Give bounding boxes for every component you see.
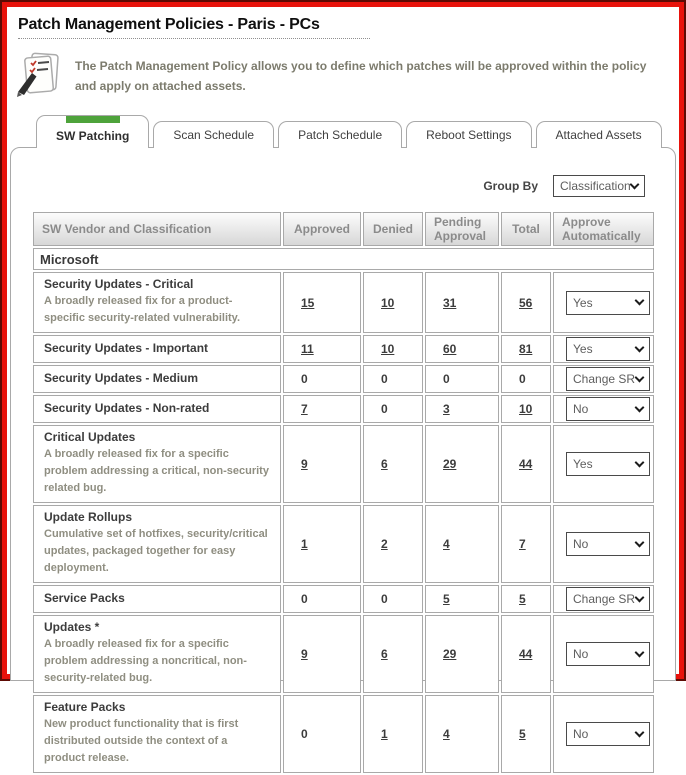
page-title: Patch Management Policies - Paris - PCs <box>18 16 320 33</box>
approve-automatically-cell <box>553 335 654 363</box>
count-value: 0 <box>519 372 526 386</box>
col-sw-vendor-classification: SW Vendor and Classification <box>33 212 281 246</box>
tab-sw-patching[interactable] <box>36 115 149 148</box>
count-link[interactable]: 31 <box>443 295 457 310</box>
select-value: Yes <box>573 342 593 356</box>
chevron-down-icon <box>635 537 645 547</box>
classification-cell <box>33 505 281 583</box>
count-cell <box>501 505 551 583</box>
select-value: Change SR <box>573 592 636 606</box>
count-link[interactable]: 56 <box>519 295 533 310</box>
vendor-group-label: Microsoft <box>33 248 654 270</box>
chevron-down-icon <box>635 647 645 657</box>
select-value: No <box>573 727 589 741</box>
count-cell <box>363 365 423 393</box>
count-cell <box>363 505 423 583</box>
count-link[interactable]: 6 <box>381 457 388 471</box>
count-cell <box>425 615 499 693</box>
policy-description-text: The Patch Management Policy allows you to define which patches will be approved within the policy and apply on attached assets. <box>75 59 647 93</box>
count-link[interactable]: 7 <box>519 537 526 551</box>
count-cell <box>425 395 499 423</box>
table-row <box>33 695 654 773</box>
checklist-pen-icon <box>15 52 63 103</box>
col-approve-automatically: Approve Automatically <box>553 212 654 246</box>
select-value: Yes <box>573 295 593 310</box>
tab-label: Reboot Settings <box>426 128 512 142</box>
classification-name: Feature Packs <box>44 700 126 714</box>
count-link[interactable]: 5 <box>519 592 526 606</box>
count-link[interactable]: 4 <box>443 537 450 551</box>
group-by-row <box>11 175 645 197</box>
count-cell <box>501 395 551 423</box>
approve-automatically-select[interactable] <box>566 397 650 421</box>
table-body <box>33 248 654 773</box>
classification-cell <box>33 272 281 333</box>
classification-name: Security Updates - Critical <box>44 277 194 291</box>
count-cell <box>425 365 499 393</box>
count-link[interactable]: 29 <box>443 457 457 471</box>
tab-label: Scan Schedule <box>173 128 255 142</box>
count-link[interactable]: 1 <box>301 537 308 551</box>
count-link[interactable]: 29 <box>443 647 457 661</box>
count-cell <box>283 365 361 393</box>
classification-description: Cumulative set of hotfixes, security/critical updates, packaged together for easy deployment. <box>44 528 268 574</box>
table-row <box>33 272 654 333</box>
count-link[interactable]: 44 <box>519 457 533 471</box>
classification-cell <box>33 425 281 503</box>
approve-automatically-select[interactable] <box>566 452 650 476</box>
table-row <box>33 365 654 393</box>
chevron-down-icon <box>635 402 645 412</box>
page-header <box>7 7 679 39</box>
count-link[interactable]: 9 <box>301 647 308 661</box>
page-content <box>2 2 684 764</box>
count-cell <box>363 425 423 503</box>
classification-description: A broadly released fix for a specific problem addressing a noncritical, non-security-related bug. <box>44 638 247 684</box>
count-cell <box>501 585 551 613</box>
count-link[interactable]: 6 <box>381 647 388 661</box>
count-value: 0 <box>301 727 308 741</box>
count-link[interactable]: 15 <box>301 295 315 310</box>
col-approved: Approved <box>283 212 361 246</box>
classification-cell <box>33 585 281 613</box>
classification-cell <box>33 615 281 693</box>
approve-automatically-cell <box>553 695 654 773</box>
approve-automatically-select[interactable] <box>566 722 650 746</box>
classification-name: Update Rollups <box>44 510 133 524</box>
classification-name: Security Updates - Non-rated <box>44 400 210 415</box>
count-value: 0 <box>301 592 308 606</box>
select-value: Change SR <box>573 372 636 386</box>
classification-name: Security Updates - Important <box>44 340 209 355</box>
count-cell <box>363 695 423 773</box>
patch-classification-table <box>31 210 656 775</box>
tab-strip <box>36 115 676 147</box>
title-underline <box>18 34 370 39</box>
count-link[interactable]: 11 <box>301 342 314 356</box>
select-value: Yes <box>573 457 593 471</box>
count-cell <box>501 425 551 503</box>
classification-description: A broadly released fix for a specific problem addressing a critical, non-security related bug. <box>44 448 269 494</box>
approve-automatically-cell <box>553 365 654 393</box>
chevron-down-icon <box>635 592 645 602</box>
classification-description: New product functionality that is first distributed outside the context of a product release. <box>44 718 239 764</box>
classification-name: Updates * <box>44 620 100 634</box>
group-by-select[interactable] <box>553 175 645 197</box>
approve-automatically-cell <box>553 615 654 693</box>
count-value: 0 <box>443 372 450 386</box>
count-link[interactable]: 4 <box>443 727 450 741</box>
count-link[interactable]: 60 <box>443 342 457 356</box>
classification-name: Critical Updates <box>44 430 136 444</box>
count-cell <box>501 335 551 363</box>
col-pending-approval: Pending Approval <box>425 212 499 246</box>
approve-automatically-cell <box>553 395 654 423</box>
chevron-down-icon <box>635 727 645 737</box>
table-row <box>33 505 654 583</box>
count-cell <box>501 615 551 693</box>
select-value: No <box>573 402 589 416</box>
approve-automatically-select[interactable] <box>566 337 650 361</box>
tab-label: SW Patching <box>56 128 130 143</box>
count-cell <box>501 695 551 773</box>
approve-automatically-cell <box>553 272 654 333</box>
count-link[interactable]: 5 <box>443 592 450 606</box>
count-cell <box>363 585 423 613</box>
count-cell <box>425 505 499 583</box>
col-denied: Denied <box>363 212 423 246</box>
approve-automatically-cell <box>553 505 654 583</box>
count-link[interactable]: 81 <box>519 342 533 356</box>
group-by-label: Group By <box>483 179 538 193</box>
table-row <box>33 425 654 503</box>
approve-automatically-select[interactable] <box>566 532 650 556</box>
chevron-down-icon <box>635 296 645 306</box>
tab-zone <box>10 115 676 764</box>
approve-automatically-select[interactable] <box>566 642 650 666</box>
classification-name: Service Packs <box>44 590 125 605</box>
chevron-down-icon <box>630 179 640 189</box>
count-link[interactable]: 7 <box>301 402 308 416</box>
count-cell <box>425 335 499 363</box>
count-cell <box>363 272 423 333</box>
chevron-down-icon <box>635 342 645 352</box>
count-link[interactable]: 44 <box>519 647 533 661</box>
tab-label: Attached Assets <box>555 128 642 142</box>
classification-cell <box>33 335 281 363</box>
active-tab-accent <box>66 116 120 123</box>
count-link[interactable]: 9 <box>301 457 308 471</box>
count-value: 0 <box>381 592 388 606</box>
table-row <box>33 585 654 613</box>
count-cell <box>283 505 361 583</box>
count-cell <box>283 425 361 503</box>
count-cell <box>283 615 361 693</box>
approve-automatically-cell <box>553 585 654 613</box>
table-row <box>33 615 654 693</box>
count-cell <box>363 395 423 423</box>
classification-cell <box>33 365 281 393</box>
select-value: No <box>573 647 589 661</box>
classification-cell <box>33 695 281 773</box>
tab-scan-schedule[interactable] <box>153 121 274 148</box>
count-cell <box>283 395 361 423</box>
approve-automatically-select[interactable] <box>566 587 650 611</box>
col-total: Total <box>501 212 551 246</box>
select-value: No <box>573 537 589 551</box>
count-link[interactable]: 10 <box>519 402 533 416</box>
table-row <box>33 335 654 363</box>
count-cell <box>425 425 499 503</box>
approve-automatically-cell <box>553 425 654 503</box>
count-cell <box>501 365 551 393</box>
table-row <box>33 395 654 423</box>
tab-label: Patch Schedule <box>298 128 383 142</box>
count-link[interactable]: 3 <box>443 402 450 416</box>
count-cell <box>283 272 361 333</box>
tab-patch-schedule[interactable] <box>278 121 402 148</box>
count-link[interactable]: 1 <box>381 727 388 741</box>
table-header-row <box>33 212 654 246</box>
vendor-group-row <box>33 248 654 270</box>
count-cell <box>425 695 499 773</box>
count-value: 0 <box>381 402 388 416</box>
count-cell <box>363 335 423 363</box>
tab-reboot-settings[interactable] <box>406 121 531 148</box>
chevron-down-icon <box>635 372 645 382</box>
count-cell <box>425 272 499 333</box>
chevron-down-icon <box>635 457 645 467</box>
count-cell <box>363 615 423 693</box>
count-link[interactable]: 2 <box>381 537 388 551</box>
count-link[interactable]: 10 <box>381 342 395 356</box>
classification-description: A broadly released fix for a product-specific security-related vulnerability. <box>44 295 241 324</box>
approve-automatically-select[interactable] <box>566 291 650 315</box>
policy-description-section <box>15 52 671 103</box>
sw-patching-panel <box>10 147 676 764</box>
classification-name: Security Updates - Medium <box>44 370 199 385</box>
classification-cell <box>33 395 281 423</box>
count-value: 0 <box>381 372 388 386</box>
count-link[interactable]: 5 <box>519 727 526 741</box>
count-cell <box>283 695 361 773</box>
count-link[interactable]: 10 <box>381 295 395 310</box>
count-value: 0 <box>301 372 308 386</box>
group-by-selected-value: Classification <box>560 179 631 193</box>
tab-attached-assets[interactable] <box>536 121 662 148</box>
count-cell <box>283 335 361 363</box>
count-cell <box>501 272 551 333</box>
count-cell <box>425 585 499 613</box>
approve-automatically-select[interactable] <box>566 367 650 391</box>
count-cell <box>283 585 361 613</box>
